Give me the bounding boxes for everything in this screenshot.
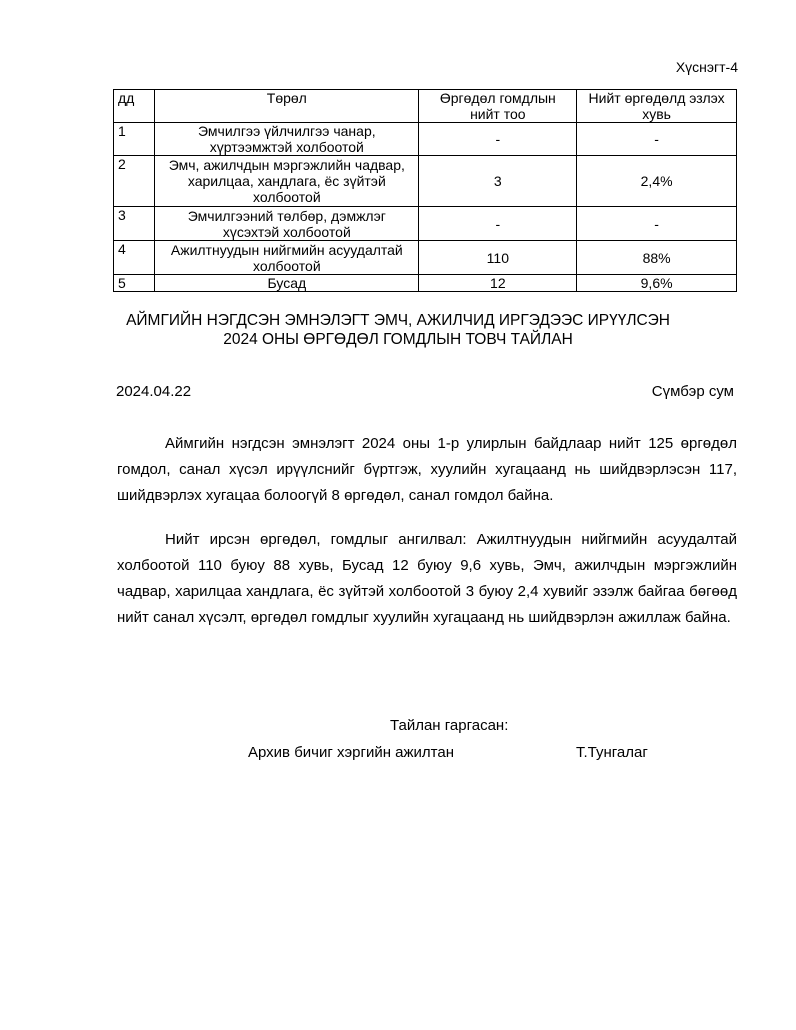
table-row [114,275,737,292]
report-title [0,311,796,349]
table-row [114,207,737,241]
row-percent: 88% [577,241,737,275]
row-type: Эмч, ажилчдын мэргэжлийн чадвар, харилцаа, хандлага, ёс зүйтэй холбоотой [155,156,419,207]
table-row [114,156,737,207]
report-place: Сүмбэр сум [651,383,734,400]
row-type: Эмчилгээ үйлчилгээ чанар, хүртээмжтэй холбоотой [155,123,419,156]
classification-paragraph: Нийт ирсэн өргөдөл, гомдлыг ангилвал: Ажилтнуудын нийгмийн асуудалтай холбоотой 110 буюу 88 хувь, Бусад 12 буюу 9,6 хувь, Эмч, ажилчдын мэргэжлийн чадвар, харилцаа хандлага, ёс зүйтэй холбоотой 3 буюу 2,4 хувийг эзэлж байгаа бөгөөд нийт санал хүсэлт, өргөдөл гомдлыг хуулийн хугацаанд нь шийдвэрлэн ажиллаж байна. [117,531,737,626]
header-percent: Нийт өргөдөлд эзлэх хувь [577,90,737,123]
header-count: Өргөдөл гомдлын нийт тоо [419,90,577,123]
appendix-label: Хүснэгт-4 [675,59,738,75]
row-type: Бусад [155,275,419,292]
row-count: 110 [419,241,577,275]
complaints-table [113,89,737,292]
row-no: 1 [114,123,155,156]
row-count: 12 [419,275,577,292]
table-header-row [114,90,737,123]
row-no: 2 [114,156,155,207]
summary-paragraph: Аймгийн нэгдсэн эмнэлэгт 2024 оны 1-р улирлын байдлаар нийт 125 өргөдөл гомдол, санал хүсэл ирүүлснийг бүртгэж, хуулийн хугацаанд нь шийдвэрлэсэн 117, шийдвэрлэх хугацаа болоогүй 8 өргөдөл, санал гомдол байна. [117,435,737,504]
report-title-line1: АЙМГИЙН НЭГДСЭН ЭМНЭЛЭГТ ЭМЧ, АЖИЛЧИД ИРГЭДЭЭС ИРҮҮЛСЭН [126,312,670,329]
row-type: Эмчилгээний төлбөр, дэмжлэг хүсэхтэй холбоотой [155,207,419,241]
row-count: - [419,207,577,241]
header-no: дд [114,90,155,123]
signature-position: Архив бичиг хэргийн ажилтан [248,744,455,761]
table-row [114,241,737,275]
row-no: 4 [114,241,155,275]
row-percent: 2,4% [577,156,737,207]
row-percent: - [577,123,737,156]
header-type: Төрөл [155,90,419,123]
signature-name: Т.Тунгалаг [576,744,648,761]
row-count: - [419,123,577,156]
row-no: 3 [114,207,155,241]
row-count: 3 [419,156,577,207]
row-percent: - [577,207,737,241]
row-no: 5 [114,275,155,292]
table-row [114,123,737,156]
report-date: 2024.04.22 [116,383,192,400]
report-title-line2: 2024 ОНЫ ӨРГӨДӨЛ ГОМДЛЫН ТОВЧ ТАЙЛАН [223,331,573,348]
signature-title: Тайлан гаргасан: [390,717,509,734]
row-percent: 9,6% [577,275,737,292]
row-type: Ажилтнуудын нийгмийн асуудалтай холбоотой [155,241,419,275]
